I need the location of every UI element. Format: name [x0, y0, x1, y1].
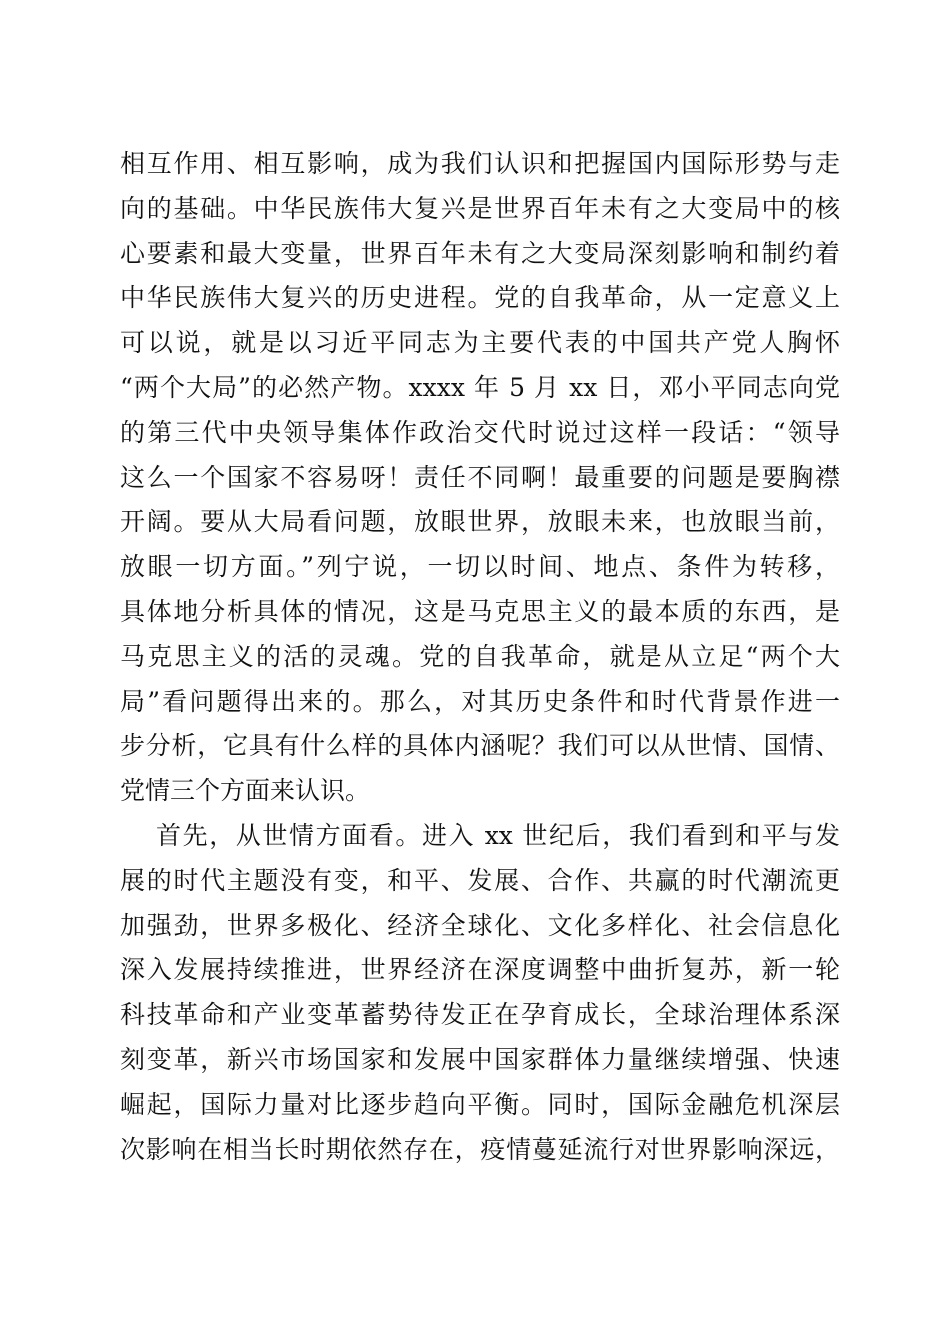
text-line: 刻变革，新兴市场国家和发展中国家群体力量继续增强、快速: [120, 1044, 840, 1074]
text-line: 向的基础。中华民族伟大复兴是世界百年未有之大变局中的核: [120, 193, 840, 223]
text-line: 次影响在相当长时期依然存在，疫情蔓延流行对世界影响深远，: [120, 1134, 840, 1164]
text-line: 局”看问题得出来的。那么，对其历史条件和时代背景作进一: [120, 686, 840, 716]
text-line: 具体地分析具体的情况，这是马克思主义的最本质的东西，是: [120, 596, 840, 626]
text-line: “两个大局”的必然产物。xxxx 年 5 月 xx 日，邓小平同志向党: [120, 372, 840, 402]
text-line: 深入发展持续推进，世界经济在深度调整中曲折复苏，新一轮: [120, 955, 840, 985]
text-line: 加强劲，世界多极化、经济全球化、文化多样化、社会信息化: [120, 910, 840, 940]
text-line: 这么一个国家不容易呀！责任不同啊！最重要的问题是要胸襟: [120, 462, 840, 492]
text-line: 科技革命和产业变革蓄势待发正在孕育成长，全球治理体系深: [120, 1000, 840, 1030]
text-line: 马克思主义的活的灵魂。党的自我革命，就是从立足“两个大: [120, 641, 840, 671]
text-line: 开阔。要从大局看问题，放眼世界，放眼未来，也放眼当前，: [120, 507, 840, 537]
text-line: 首先，从世情方面看。进入 xx 世纪后，我们看到和平与发: [156, 820, 840, 850]
text-line: 相互作用、相互影响，成为我们认识和把握国内国际形势与走: [120, 149, 840, 178]
text-line: 步分析，它具有什么样的具体内涵呢？我们可以从世情、国情、: [120, 731, 840, 761]
text-line: 心要素和最大变量，世界百年未有之大变局深刻影响和制约着: [120, 238, 840, 268]
text-line: 展的时代主题没有变，和平、发展、合作、共赢的时代潮流更: [120, 865, 840, 895]
text-line: 可以说，就是以习近平同志为主要代表的中国共产党人胸怀: [120, 328, 840, 358]
text-line: 的第三代中央领导集体作政治交代时说过这样一段话：“领导: [120, 417, 840, 447]
text-line: 党情三个方面来认识。: [120, 776, 371, 806]
text-line: 崛起，国际力量对比逐步趋向平衡。同时，国际金融危机深层: [120, 1089, 840, 1119]
body-text: [120, 142, 840, 1172]
text-line: 放眼一切方面。”列宁说，一切以时间、地点、条件为转移，: [120, 552, 840, 582]
text-line: 中华民族伟大复兴的历史进程。党的自我革命，从一定意义上: [120, 283, 840, 313]
